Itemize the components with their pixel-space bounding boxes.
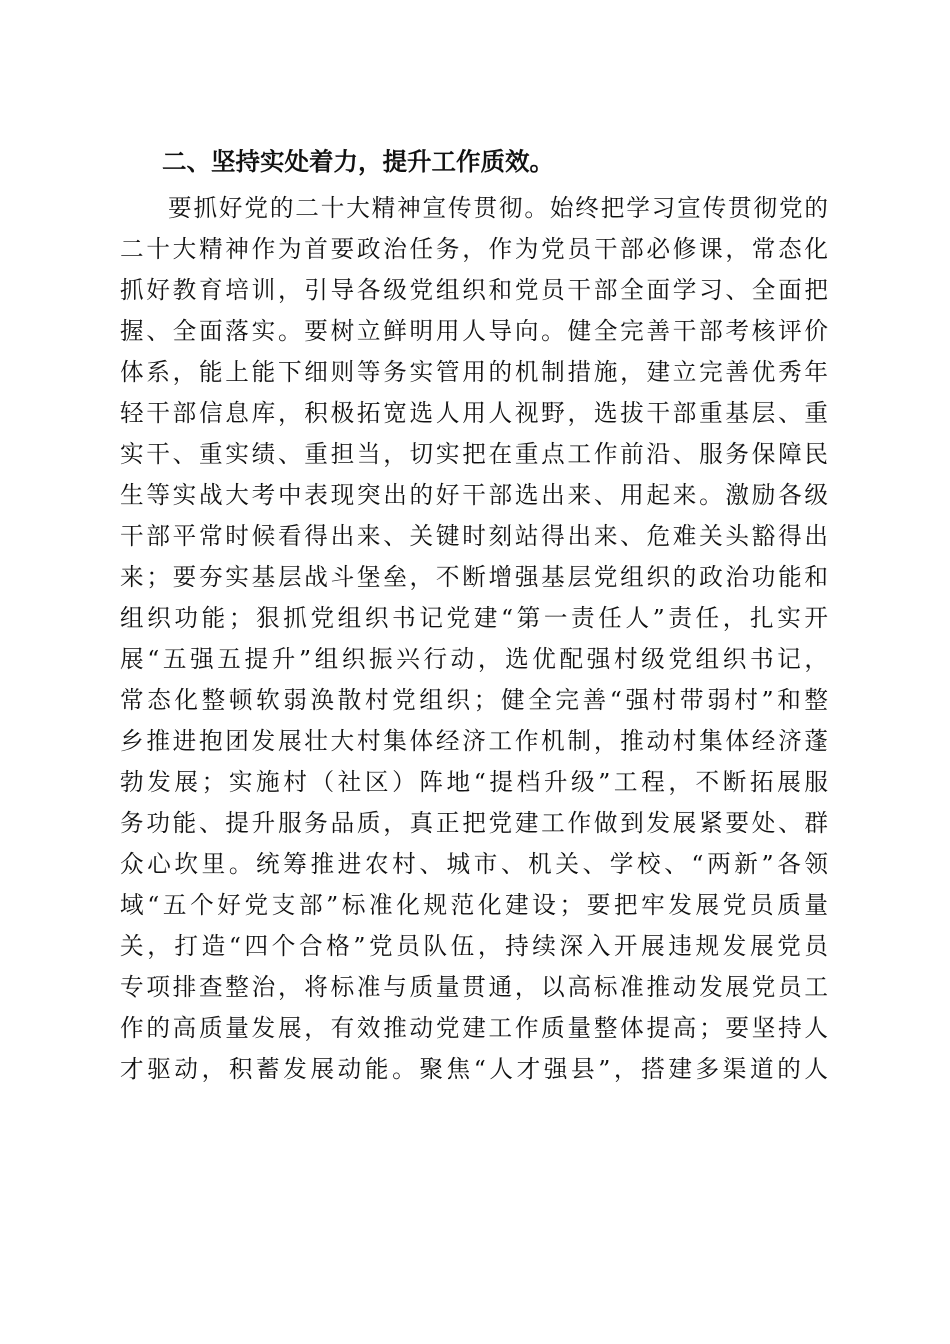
paragraph-line: 生等实战大考中表现突出的好干部选出来、用起来。激励各级 (120, 481, 828, 509)
paragraph-line: 二十大精神作为首要政治任务，作为党员干部必修课，常态化 (120, 235, 828, 263)
section-heading: 二、坚持实处着力，提升工作质效。 (162, 147, 554, 176)
paragraph-line: 众心坎里。统筹推进农村、城市、机关、学校、“两新”各领 (120, 850, 828, 878)
paragraph-line: 作的高质量发展，有效推动党建工作质量整体提高；要坚持人 (120, 1014, 828, 1042)
paragraph-line: 干部平常时候看得出来、关键时刻站得出来、危难关头豁得出 (120, 522, 828, 550)
paragraph-line: 常态化整顿软弱涣散村党组织；健全完善“强村带弱村”和整 (120, 686, 828, 714)
paragraph-line: 要抓好党的二十大精神宣传贯彻。始终把学习宣传贯彻党的 (168, 194, 828, 222)
paragraph-line: 轻干部信息库，积极拓宽选人用人视野，选拔干部重基层、重 (120, 399, 828, 427)
paragraph-line: 务功能、提升服务品质，真正把党建工作做到发展紧要处、群 (120, 809, 828, 837)
paragraph-line: 关，打造“四个合格”党员队伍，持续深入开展违规发展党员 (120, 932, 828, 960)
paragraph-line: 专项排查整治，将标准与质量贯通，以高标准推动发展党员工 (120, 973, 828, 1001)
paragraph-line: 体系，能上能下细则等务实管用的机制措施，建立完善优秀年 (120, 358, 828, 386)
paragraph-line: 实干、重实绩、重担当，切实把在重点工作前沿、服务保障民 (120, 440, 828, 468)
paragraph-line: 勃发展；实施村（社区）阵地“提档升级”工程，不断拓展服 (120, 768, 828, 796)
paragraph-line: 握、全面落实。要树立鲜明用人导向。健全完善干部考核评价 (120, 317, 828, 345)
paragraph-line: 组织功能；狠抓党组织书记党建“第一责任人”责任，扎实开 (120, 604, 828, 632)
paragraph-line: 域“五个好党支部”标准化规范化建设；要把牢发展党员质量 (120, 891, 828, 919)
paragraph-line: 展“五强五提升”组织振兴行动，选优配强村级党组织书记， (120, 645, 828, 673)
paragraph-line: 才驱动，积蓄发展动能。聚焦“人才强县”，搭建多渠道的人 (120, 1055, 828, 1083)
paragraph-line: 抓好教育培训，引导各级党组织和党员干部全面学习、全面把 (120, 276, 828, 304)
paragraph-line: 乡推进抱团发展壮大村集体经济工作机制，推动村集体经济蓬 (120, 727, 828, 755)
paragraph-line: 来；要夯实基层战斗堡垒，不断增强基层党组织的政治功能和 (120, 563, 828, 591)
